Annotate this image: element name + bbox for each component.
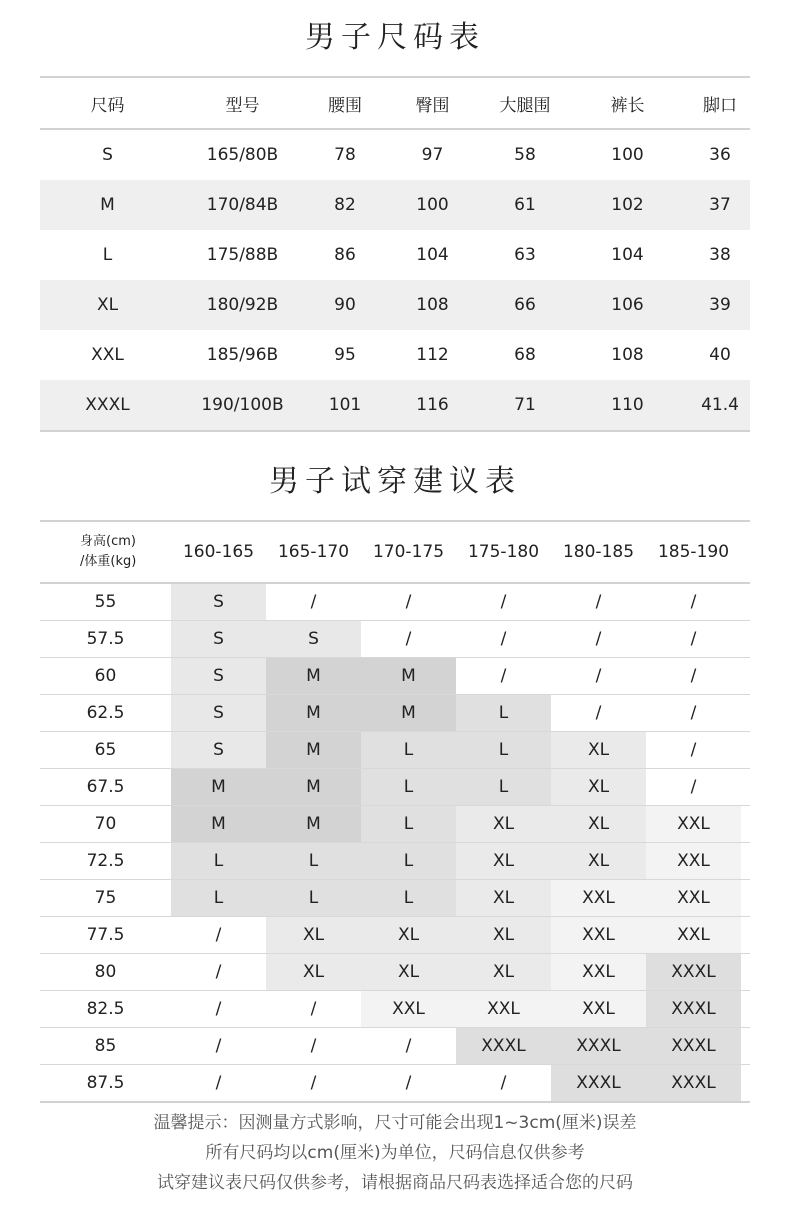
size-label: XXXL — [85, 395, 130, 415]
size-chart-row — [40, 130, 750, 180]
fit-size-cell: XXXL — [646, 1065, 741, 1101]
size-measurement: 95 — [334, 345, 356, 365]
fit-size-cell: S — [171, 658, 266, 694]
fit-size-cell: XXL — [646, 917, 741, 953]
size-measurement: 82 — [334, 195, 356, 215]
fit-chart-row — [40, 769, 750, 806]
size-measurement: 104 — [416, 245, 449, 265]
size-chart-header: 型号 — [225, 95, 260, 116]
size-label: M — [100, 195, 115, 215]
weight-label: 57.5 — [86, 629, 125, 649]
fit-size-cell: S — [171, 695, 266, 731]
fit-size-cell: L — [456, 695, 551, 731]
weight-label: 85 — [94, 1036, 117, 1056]
fit-size-cell: XXXL — [551, 1028, 646, 1064]
size-measurement: 180/92B — [206, 295, 279, 315]
fit-size-cell: M — [171, 769, 266, 805]
fit-size-cell: / — [405, 1036, 412, 1056]
fit-chart-header-row — [40, 520, 750, 584]
size-chart-row — [40, 330, 750, 380]
fit-size-cell: M — [361, 658, 456, 694]
fit-chart-row — [40, 695, 750, 732]
size-chart-header: 裤长 — [610, 95, 645, 116]
fit-size-cell: / — [215, 999, 222, 1019]
fit-size-cell: / — [310, 1073, 317, 1093]
fit-chart-row — [40, 584, 750, 621]
note-line: 温馨提示：因测量方式影响，尺寸可能会出现1~3cm(厘米)误差 — [153, 1113, 637, 1133]
fit-size-cell: XL — [551, 843, 646, 879]
fit-size-cell: XL — [551, 769, 646, 805]
size-label: XL — [96, 295, 119, 315]
fit-size-cell: / — [690, 777, 697, 797]
fit-size-cell: XXL — [646, 806, 741, 842]
weight-label: 72.5 — [86, 851, 125, 871]
size-measurement: 106 — [611, 295, 644, 315]
size-measurement: 104 — [611, 245, 644, 265]
fit-chart-table — [40, 520, 750, 1103]
fit-size-cell: M — [266, 769, 361, 805]
height-range-header: 160-165 — [182, 542, 255, 562]
size-measurement: 78 — [334, 145, 356, 165]
size-measurement: 97 — [421, 145, 444, 165]
height-range-header: 175-180 — [467, 542, 540, 562]
size-measurement: 39 — [709, 295, 731, 315]
fit-size-cell: XXL — [646, 880, 741, 916]
size-measurement: 61 — [514, 195, 536, 215]
weight-label: 55 — [94, 592, 117, 612]
size-chart-row — [40, 380, 750, 430]
size-measurement: 116 — [416, 395, 449, 415]
weight-label: 77.5 — [86, 925, 125, 945]
height-unit-label: 身高(cm) — [80, 534, 136, 549]
fit-size-cell: XL — [361, 917, 456, 953]
size-measurement: 63 — [514, 245, 536, 265]
size-chart-header: 尺码 — [90, 95, 125, 116]
fit-size-cell: / — [500, 592, 507, 612]
size-measurement: 68 — [514, 345, 536, 365]
size-measurement: 112 — [416, 345, 449, 365]
fit-size-cell: XXXL — [646, 1028, 741, 1064]
size-measurement: 100 — [611, 145, 644, 165]
fit-size-cell: L — [456, 769, 551, 805]
fit-size-cell: / — [405, 592, 412, 612]
height-range-header: 185-190 — [657, 542, 730, 562]
fit-size-cell: / — [690, 629, 697, 649]
fit-size-cell: XXXL — [646, 991, 741, 1027]
fit-size-cell: XL — [456, 917, 551, 953]
weight-label: 80 — [94, 962, 117, 982]
size-chart-table — [40, 76, 750, 432]
fit-size-cell: XL — [456, 880, 551, 916]
weight-label: 65 — [94, 740, 117, 760]
size-label: S — [102, 145, 113, 165]
size-measurement: 36 — [709, 145, 731, 165]
size-chart-header: 脚口 — [703, 95, 737, 116]
size-chart-header: 腰围 — [328, 95, 362, 116]
height-range-header: 180-185 — [562, 542, 635, 562]
fit-size-cell: M — [266, 732, 361, 768]
fit-size-cell: L — [266, 843, 361, 879]
fit-size-cell: / — [500, 629, 507, 649]
size-label: XXL — [91, 345, 124, 365]
weight-label: 67.5 — [86, 777, 125, 797]
fit-size-cell: XXL — [456, 991, 551, 1027]
fit-size-cell: M — [171, 806, 266, 842]
size-measurement: 101 — [328, 395, 362, 415]
size-chart-header: 大腿围 — [499, 95, 551, 116]
size-measurement: 90 — [334, 295, 356, 315]
fit-size-cell: S — [171, 621, 266, 657]
fit-size-cell: XXXL — [551, 1065, 646, 1101]
fit-chart-row — [40, 732, 750, 769]
fit-size-cell: M — [361, 695, 456, 731]
size-chart-row — [40, 280, 750, 330]
fit-size-cell: XXXL — [646, 954, 741, 990]
fit-size-cell: / — [310, 1036, 317, 1056]
fit-chart-title: 男子试穿建议表 — [269, 464, 521, 499]
fit-size-cell: L — [266, 880, 361, 916]
fit-size-cell: / — [690, 666, 697, 686]
fit-size-cell: / — [690, 592, 697, 612]
fit-size-cell: / — [310, 592, 317, 612]
fit-size-cell: / — [405, 629, 412, 649]
weight-label: 62.5 — [86, 703, 125, 723]
fit-size-cell: S — [171, 732, 266, 768]
fit-size-cell: L — [361, 880, 456, 916]
fit-size-cell: L — [361, 843, 456, 879]
size-chart-row — [40, 230, 750, 280]
note-line: 所有尺码均以cm(厘米)为单位，尺码信息仅供参考 — [205, 1143, 585, 1163]
fit-size-cell: XL — [456, 843, 551, 879]
fit-chart-body — [40, 584, 750, 1103]
fit-size-cell: XXL — [551, 954, 646, 990]
weight-label: 70 — [94, 814, 117, 834]
fit-size-cell: XXL — [551, 880, 646, 916]
fit-size-cell: / — [215, 925, 222, 945]
size-measurement: 110 — [611, 395, 644, 415]
note-line: 试穿建议表尺码仅供参考，请根据商品尺码表选择适合您的尺码 — [157, 1173, 633, 1193]
fit-chart-corner-label — [40, 532, 171, 572]
fit-size-cell: / — [595, 703, 602, 723]
fit-size-cell: XL — [361, 954, 456, 990]
fit-size-cell: / — [215, 962, 222, 982]
fit-size-cell: / — [215, 1036, 222, 1056]
size-measurement: 37 — [709, 195, 731, 215]
fit-size-cell: L — [361, 732, 456, 768]
fit-chart-row — [40, 621, 750, 658]
fit-size-cell: XL — [456, 806, 551, 842]
size-measurement: 86 — [334, 245, 356, 265]
size-chart-body — [40, 130, 750, 430]
fit-size-cell: XL — [551, 732, 646, 768]
size-chart-title: 男子尺码表 — [305, 20, 485, 55]
fit-size-cell: L — [171, 843, 266, 879]
fit-chart-row — [40, 991, 750, 1028]
fit-size-cell: / — [690, 740, 697, 760]
fit-size-cell: / — [690, 703, 697, 723]
fit-size-cell: XL — [456, 954, 551, 990]
fit-chart-row — [40, 954, 750, 991]
fit-size-cell: XXL — [361, 991, 456, 1027]
size-chart-header: 臀围 — [415, 95, 450, 116]
fit-size-cell: L — [361, 806, 456, 842]
fit-size-cell: XL — [551, 806, 646, 842]
size-measurement: 170/84B — [206, 195, 279, 215]
size-measurement: 100 — [416, 195, 449, 215]
height-range-header: 165-170 — [277, 542, 350, 562]
size-measurement: 185/96B — [206, 345, 279, 365]
size-chart-row — [40, 180, 750, 230]
size-measurement: 108 — [611, 345, 644, 365]
fit-size-cell: L — [361, 769, 456, 805]
fit-size-cell: S — [266, 621, 361, 657]
weight-label: 82.5 — [86, 999, 125, 1019]
fit-size-cell: L — [456, 732, 551, 768]
fit-size-cell: XXL — [646, 843, 741, 879]
weight-label: 87.5 — [86, 1073, 125, 1093]
notes — [0, 1108, 790, 1198]
weight-label: 60 — [94, 666, 117, 686]
size-measurement: 38 — [709, 245, 731, 265]
fit-size-cell: XXL — [551, 991, 646, 1027]
fit-size-cell: / — [310, 999, 317, 1019]
fit-chart-row — [40, 1065, 750, 1103]
fit-size-cell: / — [595, 592, 602, 612]
fit-size-cell: / — [500, 666, 507, 686]
weight-unit-label: /体重(kg) — [80, 554, 137, 569]
fit-size-cell: M — [266, 806, 361, 842]
fit-size-cell: / — [595, 666, 602, 686]
fit-size-cell: L — [171, 880, 266, 916]
size-measurement: 40 — [709, 345, 731, 365]
fit-size-cell: S — [171, 584, 266, 620]
fit-size-cell: / — [595, 629, 602, 649]
fit-chart-row — [40, 1028, 750, 1065]
size-measurement: 102 — [611, 195, 644, 215]
height-range-header: 170-175 — [372, 542, 445, 562]
size-measurement: 190/100B — [201, 395, 284, 415]
fit-size-cell: XL — [266, 917, 361, 953]
fit-chart-row — [40, 917, 750, 954]
fit-size-cell: / — [215, 1073, 222, 1093]
size-measurement: 58 — [514, 145, 536, 165]
size-measurement: 175/88B — [206, 245, 279, 265]
fit-size-cell: XL — [266, 954, 361, 990]
fit-size-cell: M — [266, 695, 361, 731]
fit-size-cell: / — [405, 1073, 412, 1093]
weight-label: 75 — [94, 888, 117, 908]
size-measurement: 108 — [416, 295, 449, 315]
fit-chart-row — [40, 843, 750, 880]
fit-size-cell: / — [500, 1073, 507, 1093]
fit-size-cell: M — [266, 658, 361, 694]
size-measurement: 71 — [514, 395, 536, 415]
size-chart-bottom-rule — [40, 430, 750, 432]
fit-size-cell: XXXL — [456, 1028, 551, 1064]
size-label: L — [102, 245, 113, 265]
size-measurement: 41.4 — [701, 395, 739, 415]
size-chart-header-row — [40, 76, 750, 130]
fit-chart-row — [40, 658, 750, 695]
fit-chart-row — [40, 806, 750, 843]
size-measurement: 66 — [514, 295, 536, 315]
size-measurement: 165/80B — [206, 145, 279, 165]
fit-size-cell: XXL — [551, 917, 646, 953]
fit-chart-row — [40, 880, 750, 917]
